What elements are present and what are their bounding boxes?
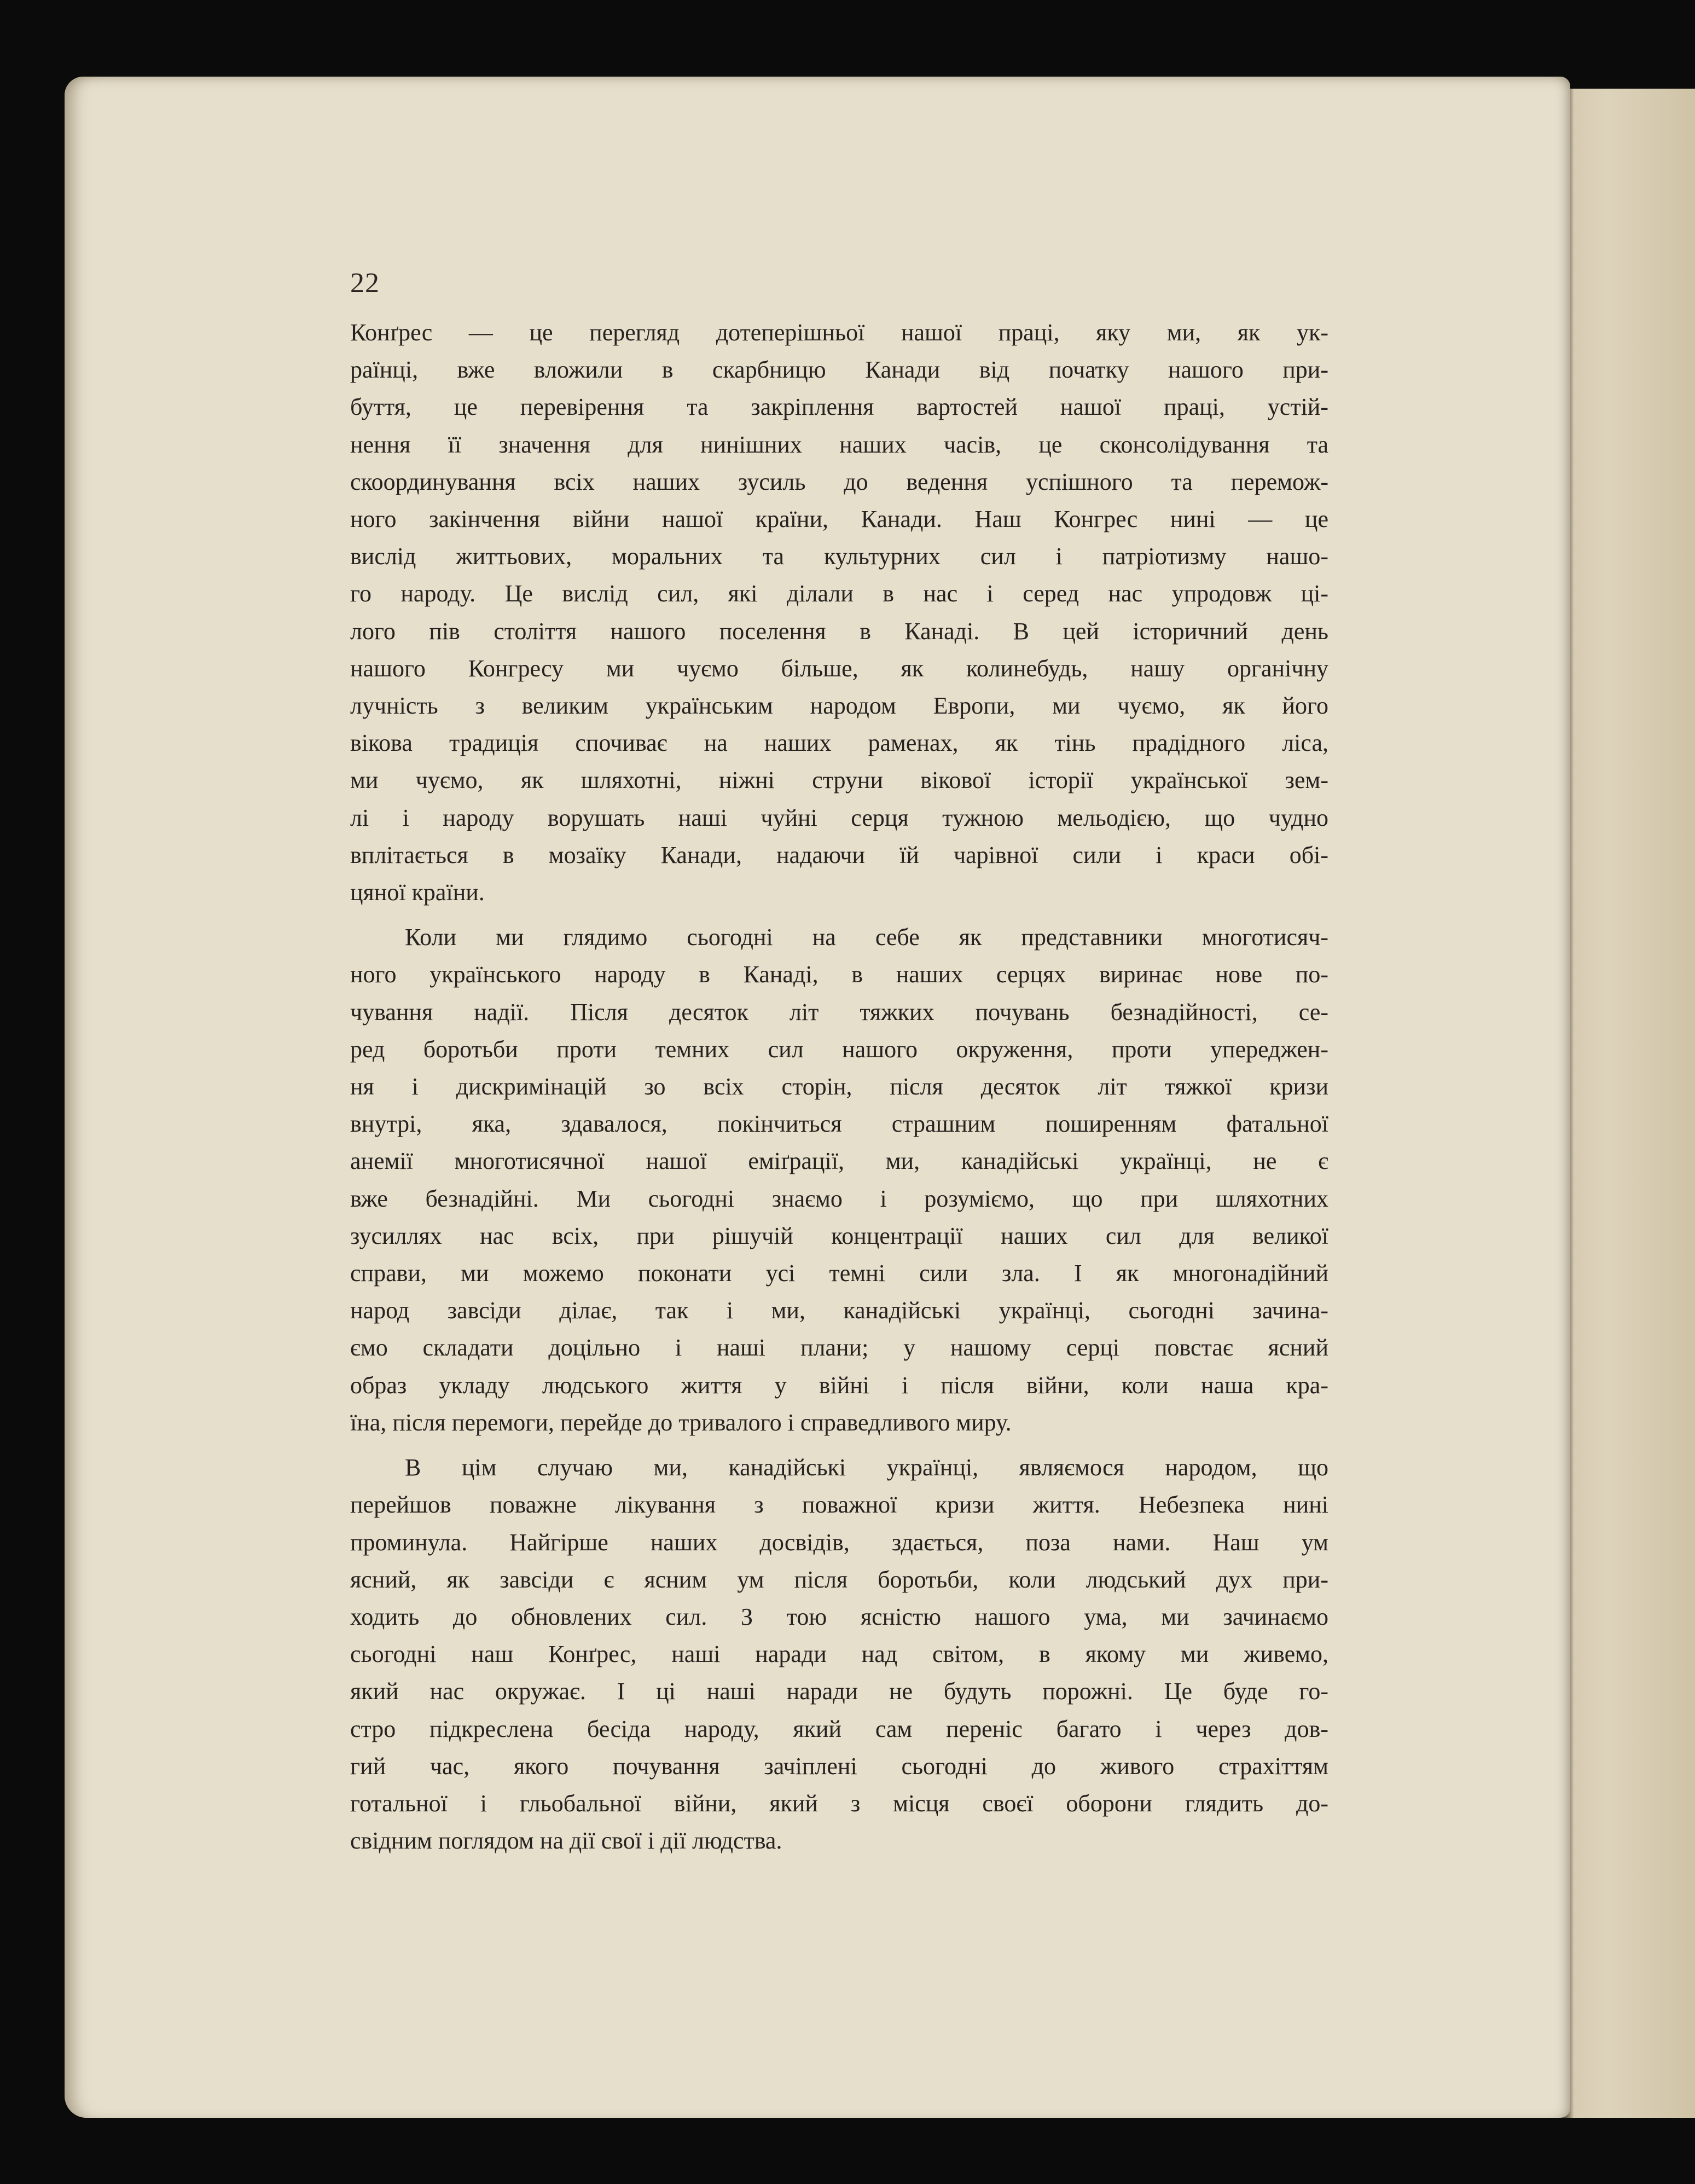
text-line: ня і дискримінацій зо всіх сторін, після десяток літ тяжкої кризи: [350, 1073, 1328, 1100]
page-number: 22: [350, 268, 380, 299]
text-line: ясний, як завсіди є ясним ум після боротьби, коли людський дух при-: [350, 1566, 1328, 1593]
text-line: ми чуємо, як шляхотні, ніжні струни вікової історії української зем-: [350, 767, 1328, 794]
text-line: вікова традиція спочиває на наших раменах, як тінь прадідного ліса,: [350, 729, 1328, 757]
text-line: гий час, якого почування зачіплені сьогодні до живого страхіттям: [350, 1752, 1328, 1780]
text-line: Коли ми глядимо сьогодні на себе як представники многотисяч-: [405, 924, 1328, 951]
text-line: лого пів століття нашого поселення в Канаді. В цей історичний день: [350, 617, 1328, 645]
text-line: лі і народу ворушать наші чуйні серця тужною мельодією, що чудно: [350, 804, 1328, 831]
text-line: буття, це перевірення та закріплення вартостей нашої праці, устій-: [350, 393, 1328, 421]
text-line: ного закінчення війни нашої країни, Канади. Наш Конгрес нині — це: [350, 506, 1328, 533]
text-line: ред боротьби проти темних сил нашого окруження, проти упереджен-: [350, 1035, 1328, 1063]
text-line: Конґрес — це перегляд дотеперішньої нашої праці, яку ми, як ук-: [350, 319, 1328, 346]
text-line: скоординування всіх наших зусиль до ведення успішного та перемож-: [350, 468, 1328, 495]
text-line: нення її значення для нинішних наших часів, це сконсолідування та: [350, 431, 1328, 458]
body-text: [350, 314, 1328, 1859]
text-line: ного українського народу в Канаді, в наших серцях виринає нове по-: [350, 961, 1328, 988]
text-line: який нас окружає. І ці наші наради не будуть порожні. Це буде го-: [350, 1678, 1328, 1705]
paragraph: [350, 314, 1328, 911]
text-line: проминула. Найгірше наших досвідів, здається, поза нами. Наш ум: [350, 1528, 1328, 1556]
text-line: сьогодні наш Конґрес, наші наради над світом, в якому ми живемо,: [350, 1641, 1328, 1668]
text-line: вплітається в мозаїку Канади, надаючи їй чарівної сили і краси обі-: [350, 841, 1328, 868]
text-line: ходить до обновлених сил. З тою ясністю нашого ума, ми зачинаємо: [350, 1603, 1328, 1630]
text-line: їна, після перемоги, перейде до тривалого і справедливого миру.: [350, 1409, 1012, 1436]
text-line: образ укладу людського життя у війні і після війни, коли наша кра-: [350, 1371, 1328, 1399]
text-line: цяної країни.: [350, 879, 485, 906]
text-line: вже безнадійні. Ми сьогодні знаємо і розуміємо, що при шляхотних: [350, 1185, 1328, 1212]
text-line: внутрі, яка, здавалося, покінчиться страшним поширенням фатальної: [350, 1110, 1328, 1138]
text-line: справи, ми можемо поконати усі темні сили зла. І як многонадійний: [350, 1260, 1328, 1287]
text-line: анемії многотисячної нашої еміґрації, ми, канадійські українці, не є: [350, 1148, 1328, 1175]
text-line: свідним поглядом на дії свої і дії людства.: [350, 1827, 782, 1855]
paragraph: [350, 919, 1328, 1441]
paragraph: [350, 1449, 1328, 1859]
text-line: перейшов поважне лікування з поважної кризи життя. Небезпека нині: [350, 1491, 1328, 1519]
text-line: нашого Конгресу ми чуємо більше, як колинебудь, нашу органічну: [350, 654, 1328, 682]
next-page-edge: [1562, 89, 1695, 2118]
text-line: ємо складати доцільно і наші плани; у нашому серці повстає ясний: [350, 1334, 1328, 1362]
text-line: В цім случаю ми, канадійські українці, являємося народом, що: [405, 1454, 1328, 1481]
text-line: раїнці, вже вложили в скарбницю Канади від початку нашого при-: [350, 356, 1328, 384]
text-line: го народу. Це вислід сил, які ділали в нас і серед нас упродовж ці-: [350, 580, 1328, 607]
text-line: зусиллях нас всіх, при рішучій концентрації наших сил для великої: [350, 1222, 1328, 1249]
text-line: лучність з великим українським народом Европи, ми чуємо, як його: [350, 692, 1328, 720]
text-line: вислід життьових, моральних та культурних сил і патріотизму нашо-: [350, 543, 1328, 570]
text-line: народ завсіди ділає, так і ми, канадійські українці, сьогодні зачина-: [350, 1297, 1328, 1324]
text-line: чування надії. Після десяток літ тяжких почувань безнадійності, се-: [350, 998, 1328, 1026]
text-line: стро підкреслена бесіда народу, який сам переніс багато і через дов-: [350, 1715, 1328, 1742]
text-line: готальної і гльобальної війни, який з місця своєї оборони глядить до-: [350, 1789, 1328, 1817]
